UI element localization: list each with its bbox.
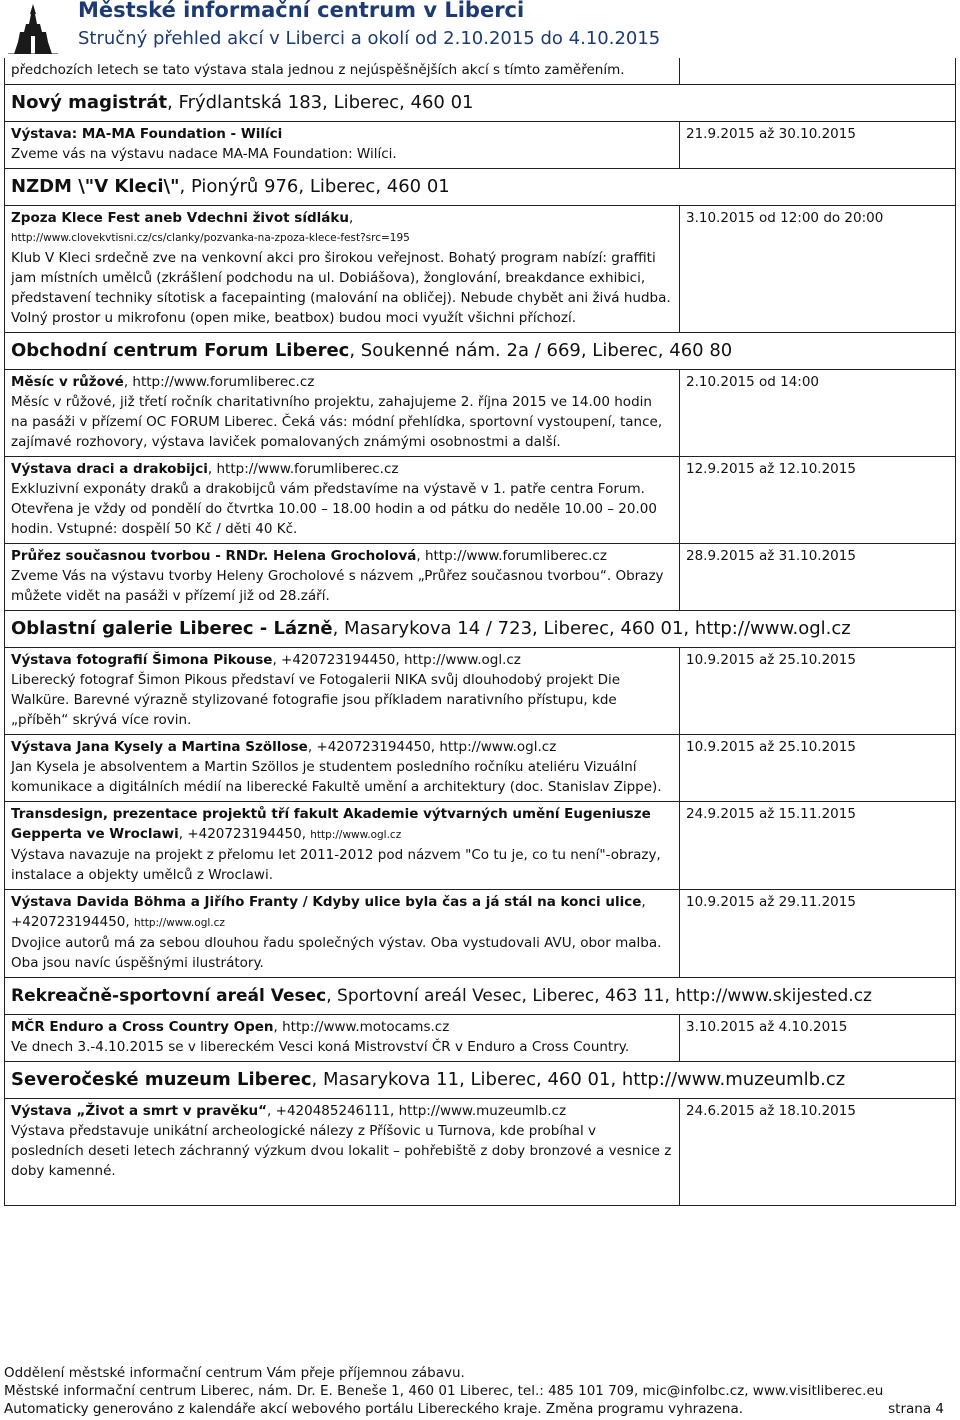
page-header <box>0 0 960 58</box>
venue-row <box>5 610 955 647</box>
event-description: Exkluzivní exponáty draků a drakobijců vám představíme na výstavě v 1. patře centra Forum. Otevřena je vždy od pondělí do čtvrtka 10.00 – 18.00 hodin a od pátku do neděle 10.00 – 20.00 hodin. Vstupné: dospělí 50 Kč / děti 40 Kč. <box>11 481 657 537</box>
table-row <box>5 369 955 456</box>
venue-row <box>5 332 955 369</box>
event-cell <box>5 802 679 889</box>
event-cell <box>5 370 679 456</box>
venue-address: , Sportovní areál Vesec, Liberec, 463 11, http://www.skijested.cz <box>326 986 872 1006</box>
event-link[interactable]: http://www.clovekvtisni.cz/cs/clanky/pozvanka-na-zpoza-klece-fest?src=195 <box>11 232 410 244</box>
venue-address: , Soukenné nám. 2a / 669, Liberec, 460 80 <box>349 340 733 361</box>
event-description: Ve dnech 3.-4.10.2015 se v libereckém Vesci koná Mistrovství ČR v Enduro a Cross Country. <box>11 1039 630 1055</box>
venue-name: Obchodní centrum Forum Liberec <box>11 340 350 361</box>
event-link[interactable]: , http://www.forumliberec.cz <box>123 374 315 390</box>
event-title: Zpoza Klece Fest aneb Vdechni život sídláku <box>11 210 349 226</box>
venue-name: Nový magistrát <box>11 92 168 113</box>
event-title-suffix: , <box>348 210 354 226</box>
venue-address: , Frýdlantská 183, Liberec, 460 01 <box>167 92 474 113</box>
event-title: Výstava fotografií Šimona Pikouse <box>11 652 273 668</box>
event-date: 10.9.2015 až 29.11.2015 <box>679 890 955 977</box>
event-title: Transdesign, prezentace projektů tří fakult Akademie výtvarných umění Eugeniusze Gepperta ve Wroclawi <box>11 806 651 842</box>
event-link[interactable]: http://www.ogl.cz <box>133 917 225 929</box>
event-description: Zveme Vás na výstavu tvorby Heleny Grocholové s názvem „Průřez současnou tvorbou“. Obrazy můžete vidět na pasáži v přízemí již od 28.září. <box>11 568 664 604</box>
venue-name: Severočeské muzeum Liberec <box>11 1069 312 1090</box>
venue-row <box>5 977 955 1014</box>
event-description: Výstava představuje unikátní archeologické nálezy z Příšovic u Turnova, kde probíhal v posledních deseti letech záchranný výzkum dvou lokalit – pohřebiště z doby bronzové a vesnice z doby kamenné. <box>11 1123 672 1179</box>
table-row <box>5 456 955 543</box>
event-contact: , +420723194450, <box>178 826 311 842</box>
event-cell <box>5 1015 679 1061</box>
event-title: Průřez současnou tvorbou - RNDr. Helena Grocholová <box>11 548 417 564</box>
table-row <box>5 647 955 734</box>
event-description: Dvojice autorů má za sebou dlouhou řadu společných výstav. Oba vystudovali AVU, obor malba. Oba jsou navíc úspěšnými ilustrátory. <box>11 935 662 971</box>
event-date: 24.9.2015 až 15.11.2015 <box>679 802 955 889</box>
venue-row <box>5 1061 955 1098</box>
event-cell <box>5 648 679 734</box>
event-link[interactable]: http://www.ogl.cz <box>310 829 402 841</box>
event-title: Výstava Jana Kysely a Martina Szöllose <box>11 739 308 755</box>
event-date: 3.10.2015 až 4.10.2015 <box>679 1015 955 1061</box>
event-cell <box>5 735 679 801</box>
event-date: 10.9.2015 až 25.10.2015 <box>679 735 955 801</box>
table-row <box>5 801 955 889</box>
event-description: Měsíc v růžové, již třetí ročník charitativního projektu, zahajujeme 2. října 2015 ve 14.00 hodin na pasáži v přízemí OC FORUM Liberec. Čeká vás: módní přehlídka, sportovní vystoupení, tance, zajímavé rozhovory, výstava laviček pomalovaných známými osobnostmi a další. <box>11 394 663 450</box>
venue-heading <box>5 1062 955 1098</box>
venue-row <box>5 168 955 205</box>
venue-name: NZDM \"V Kleci\" <box>11 176 180 197</box>
venue-address: , Masarykova 11, Liberec, 460 01, http://www.muzeumlb.cz <box>311 1069 846 1090</box>
event-contact: , +420723194450, <box>11 894 646 930</box>
page-title: Městské informační centrum v Liberci <box>78 0 525 22</box>
footer-contact: Městské informační centrum Liberec, nám. Dr. E. Beneše 1, 460 01 Liberec, tel.: 485 101 709, mic@infolbc.cz, www.visitliberec.eu <box>4 1383 884 1399</box>
table-row <box>5 1098 955 1205</box>
event-date: 12.9.2015 až 12.10.2015 <box>679 457 955 543</box>
event-description: Jan Kysela je absolventem a Martin Szöllos je studentem posledního ročníku ateliéru Vizuální komunikace a digitálních médií na liberecké Fakultě umění a architektury (doc. Stanislav Zippe). <box>11 759 662 795</box>
page-subtitle: Stručný přehled akcí v Liberci a okolí od 2.10.2015 do 4.10.2015 <box>78 28 661 49</box>
event-description: Klub V Kleci srdečně zve na venkovní akci pro širokou veřejnost. Bohatý program nabízí: graffiti jam místních umělců (zkrášlení podchodu na ul. Dobiášova), žonglování, breakdance exhibici, představení techniky sítotisk a facepainting (malování na obličej). Nebude chybět ani živá hudba. Volný prostor u mikrofonu (open mike, beatbox) budou moci využít všichni příchozí. <box>11 250 671 326</box>
event-cell <box>5 457 679 543</box>
event-contact[interactable]: , +420485246111, http://www.muzeumlb.cz <box>267 1103 567 1119</box>
liberec-town-hall-logo <box>4 2 62 54</box>
event-cell <box>5 1099 679 1205</box>
event-date: 3.10.2015 od 12:00 do 20:00 <box>679 206 955 332</box>
page-footer <box>4 1364 956 1418</box>
venue-heading <box>5 978 955 1014</box>
event-title: Výstava: MA-MA Foundation - Wilíci <box>11 126 283 142</box>
venue-heading <box>5 169 955 205</box>
table-row <box>5 734 955 801</box>
event-title: MČR Enduro a Cross Country Open <box>11 1019 274 1035</box>
event-cell <box>5 206 679 332</box>
table-row <box>5 1014 955 1061</box>
event-date: 28.9.2015 až 31.10.2015 <box>679 544 955 610</box>
event-link[interactable]: , http://www.forumliberec.cz <box>207 461 399 477</box>
venue-heading <box>5 333 955 369</box>
event-description: Liberecký fotograf Šimon Pikous představí ve Fotogalerii NIKA svůj dlouhodobý projekt Die Walküre. Barevné výrazně stylizované fotografie jsou příkladem narativního přístupu, kde „příběh“ skrývá více rovin. <box>11 672 621 728</box>
table-row <box>5 205 955 332</box>
event-date-empty <box>679 58 955 84</box>
event-cell <box>5 122 679 168</box>
event-date: 2.10.2015 od 14:00 <box>679 370 955 456</box>
event-description: Výstava navazuje na projekt z přelomu let 2011-2012 pod názvem "Co tu je, co tu není"-obrazy, instalace a objekty umělců z Wroclawi. <box>11 847 661 883</box>
venue-name: Rekreačně-sportovní areál Vesec <box>11 986 327 1006</box>
venue-address: , Masarykova 14 / 723, Liberec, 460 01, http://www.ogl.cz <box>332 618 851 639</box>
footer-disclaimer: Automaticky generováno z kalendáře akcí webového portálu Libereckého kraje. Změna programu vyhrazena. <box>4 1401 744 1417</box>
event-description-continued: předchozích letech se tato výstava stala jednou z nejúspěšnějších akcí s tímto zaměřením. <box>11 62 625 78</box>
events-table <box>4 58 956 1206</box>
table-row <box>5 58 955 84</box>
venue-heading <box>5 611 955 647</box>
event-link[interactable]: , http://www.motocams.cz <box>273 1019 450 1035</box>
table-row <box>5 889 955 977</box>
event-cell <box>5 544 679 610</box>
event-description: Zveme vás na výstavu nadace MA-MA Foundation: Wilíci. <box>11 146 397 162</box>
event-contact[interactable]: , +420723194450, http://www.ogl.cz <box>272 652 521 668</box>
event-link[interactable]: , http://www.forumliberec.cz <box>416 548 607 564</box>
venue-row <box>5 84 955 121</box>
event-title: Výstava „Život a smrt v pravěku“ <box>11 1103 268 1119</box>
event-title: Měsíc v růžové <box>11 374 124 390</box>
page-number: strana 4 <box>888 1401 944 1417</box>
venue-name: Oblastní galerie Liberec - Lázně <box>11 618 333 639</box>
event-title: Výstava draci a drakobijci <box>11 461 208 477</box>
table-row <box>5 121 955 168</box>
event-date: 10.9.2015 až 25.10.2015 <box>679 648 955 734</box>
table-row <box>5 543 955 610</box>
venue-heading <box>5 85 955 121</box>
event-date: 21.9.2015 až 30.10.2015 <box>679 122 955 168</box>
event-contact[interactable]: , +420723194450, http://www.ogl.cz <box>307 739 557 755</box>
footer-greeting: Oddělení městské informační centrum Vám přeje příjemnou zábavu. <box>4 1365 465 1381</box>
event-date: 24.6.2015 až 18.10.2015 <box>679 1099 955 1205</box>
venue-address: , Pionýrů 976, Liberec, 460 01 <box>179 176 450 197</box>
event-cell <box>5 890 679 977</box>
event-title: Výstava Davida Böhma a Jiřího Franty / Kdyby ulice byla čas a já stál na konci ulice <box>11 894 642 910</box>
